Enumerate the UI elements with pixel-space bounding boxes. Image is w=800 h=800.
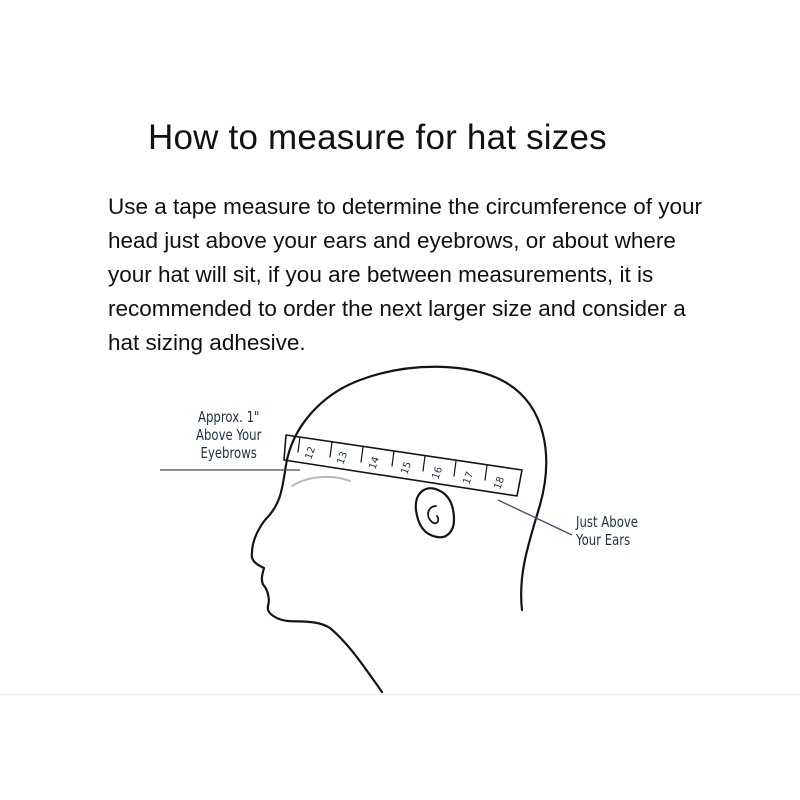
ear-icon <box>416 488 454 537</box>
eyebrow-mark <box>292 477 350 486</box>
tape-number: 15 <box>399 460 415 477</box>
instructions-line: Use a tape measure to determine the circumference of your <box>108 194 703 219</box>
tape-number: 13 <box>335 450 351 467</box>
tape-number: 12 <box>303 445 319 462</box>
tape-number: 14 <box>367 455 383 472</box>
tape-number: 16 <box>430 465 446 482</box>
divider <box>0 694 800 695</box>
callout-line: Just Above <box>576 513 638 531</box>
eyebrow-callout <box>196 408 261 462</box>
head-outline <box>252 367 546 692</box>
instructions-line: recommended to order the next larger size and consider a <box>108 296 686 321</box>
instructions-paragraph <box>108 190 758 360</box>
tape-number: 18 <box>492 475 508 492</box>
instructions-line: head just above your ears and eyebrows, or about where <box>108 228 676 253</box>
callout-line: Eyebrows <box>200 444 257 462</box>
head-measurement-diagram <box>0 360 800 700</box>
right-leader-line <box>498 500 572 535</box>
ear-callout <box>576 513 638 549</box>
instructions-line: your hat will sit, if you are between measurements, it is <box>108 262 654 287</box>
callout-line: Your Ears <box>576 531 631 549</box>
page-title: How to measure for hat sizes <box>148 118 607 157</box>
instructions-line: hat sizing adhesive. <box>108 330 306 355</box>
callout-line: Above Your <box>196 426 262 444</box>
tape-number: 17 <box>461 470 477 487</box>
callout-line: Approx. 1" <box>197 408 260 426</box>
